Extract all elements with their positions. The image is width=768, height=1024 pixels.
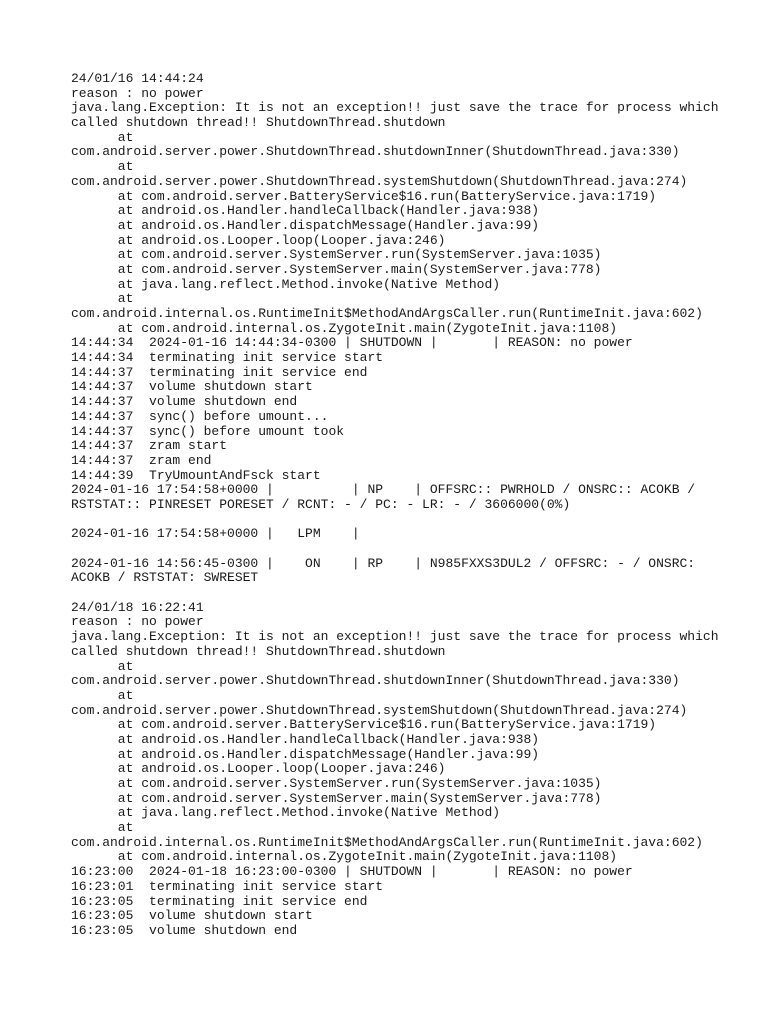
log-line: 2024-01-16 14:56:45-0300 | ON | RP | N985FXXS3DUL2 / OFFSRC: - / ONSRC: xyxy=(71,555,696,571)
log-line: com.android.server.power.ShutdownThread.systemShutdown(ShutdownThread.java:274) xyxy=(71,702,688,718)
log-line: at android.os.Looper.loop(Looper.java:246) xyxy=(71,761,446,777)
log-line: com.android.server.power.ShutdownThread.shutdownInner(ShutdownThread.java:330) xyxy=(71,144,680,160)
log-line: com.android.server.power.ShutdownThread.systemShutdown(ShutdownThread.java:274) xyxy=(71,173,688,189)
log-line: 2024-01-16 17:54:58+0000 | | NP | OFFSRC:: PWRHOLD / ONSRC:: ACOKB / xyxy=(71,482,696,498)
log-line: java.lang.Exception: It is not an exception!! just save the trace for process which xyxy=(71,100,719,116)
log-line: 14:44:37 zram end xyxy=(71,452,212,468)
log-line: at com.android.internal.os.ZygoteInit.main(ZygoteInit.java:1108) xyxy=(71,320,618,336)
log-line: called shutdown thread!! ShutdownThread.shutdown xyxy=(71,643,446,659)
log-line: 16:23:05 volume shutdown start xyxy=(71,908,313,924)
log-line: at com.android.server.SystemServer.run(SystemServer.java:1035) xyxy=(71,776,602,791)
log-line xyxy=(71,586,731,601)
log-line: at android.os.Handler.handleCallback(Handler.java:938) xyxy=(71,203,540,219)
log-line: at xyxy=(71,658,134,674)
log-line: at java.lang.reflect.Method.invoke(Native Method) xyxy=(71,805,501,821)
log-line: at com.android.server.SystemServer.main(SystemServer.java:778) xyxy=(71,790,602,806)
log-line: RSTSTAT:: PINRESET PORESET / RCNT: - / PC: - LR: - / 3606000(0%) xyxy=(71,496,571,512)
log-line: 14:44:37 volume shutdown start xyxy=(71,379,313,395)
log-line: at com.android.server.BatteryService$16.run(BatteryService.java:1719) xyxy=(71,717,657,733)
log-line: at android.os.Handler.handleCallback(Handler.java:938) xyxy=(71,731,540,747)
log-line: at com.android.internal.os.ZygoteInit.main(ZygoteInit.java:1108) xyxy=(71,849,618,865)
log-line: at java.lang.reflect.Method.invoke(Native Method) xyxy=(71,276,501,292)
log-line: java.lang.Exception: It is not an exception!! just save the trace for process which xyxy=(71,629,719,645)
log-line: 14:44:39 TryUmountAndFsck start xyxy=(71,467,321,483)
log-line: at android.os.Looper.loop(Looper.java:246) xyxy=(71,232,446,248)
log-line: at xyxy=(71,129,134,145)
log-line: 16:23:01 terminating init service start xyxy=(71,878,384,894)
log-line: 2024-01-16 17:54:58+0000 | LPM | xyxy=(71,526,360,542)
document-page xyxy=(71,72,731,939)
log-line: at xyxy=(71,159,134,175)
log-line: at android.os.Handler.dispatchMessage(Handler.java:99) xyxy=(71,746,540,762)
log-line: called shutdown thread!! ShutdownThread.shutdown xyxy=(71,115,446,131)
log-line: 14:44:37 volume shutdown end xyxy=(71,394,298,410)
log-line xyxy=(71,542,731,557)
log-line: com.android.internal.os.RuntimeInit$MethodAndArgsCaller.run(RuntimeInit.java:602) xyxy=(71,834,703,850)
log-line: 14:44:37 zram start xyxy=(71,438,228,454)
log-line: 14:44:37 terminating init service end xyxy=(71,364,368,380)
log-line: at xyxy=(71,291,134,307)
log-line: 14:44:37 sync() before umount... xyxy=(71,408,329,424)
log-line: 16:23:05 volume shutdown end xyxy=(71,922,298,938)
log-line: at xyxy=(71,820,134,836)
log-line: at com.android.server.SystemServer.run(SystemServer.java:1035) xyxy=(71,247,602,263)
log-line: 24/01/18 16:22:41 xyxy=(71,599,204,615)
log-line: at com.android.server.SystemServer.main(SystemServer.java:778) xyxy=(71,261,602,277)
log-line: at com.android.server.BatteryService$16.run(BatteryService.java:1719) xyxy=(71,188,657,204)
log-line: com.android.server.power.ShutdownThread.shutdownInner(ShutdownThread.java:330) xyxy=(71,673,680,689)
log-line: reason : no power xyxy=(71,85,204,101)
log-line xyxy=(71,513,731,528)
log-line: 16:23:00 2024-01-18 16:23:00-0300 | SHUTDOWN | | REASON: no power xyxy=(71,864,633,880)
log-line: 16:23:05 terminating init service end xyxy=(71,893,368,909)
log-line: 14:44:34 2024-01-16 14:44:34-0300 | SHUTDOWN | | REASON: no power xyxy=(71,335,633,351)
log-line: reason : no power xyxy=(71,614,204,630)
log-line: 14:44:34 terminating init service start xyxy=(71,350,384,366)
log-line: at android.os.Handler.dispatchMessage(Handler.java:99) xyxy=(71,217,540,233)
log-line: com.android.internal.os.RuntimeInit$MethodAndArgsCaller.run(RuntimeInit.java:602) xyxy=(71,306,703,321)
log-line: ACOKB / RSTSTAT: SWRESET xyxy=(71,570,259,586)
log-line: 14:44:37 sync() before umount took xyxy=(71,423,345,439)
log-line: 24/01/16 14:44:24 xyxy=(71,71,204,86)
log-line: at xyxy=(71,687,134,703)
